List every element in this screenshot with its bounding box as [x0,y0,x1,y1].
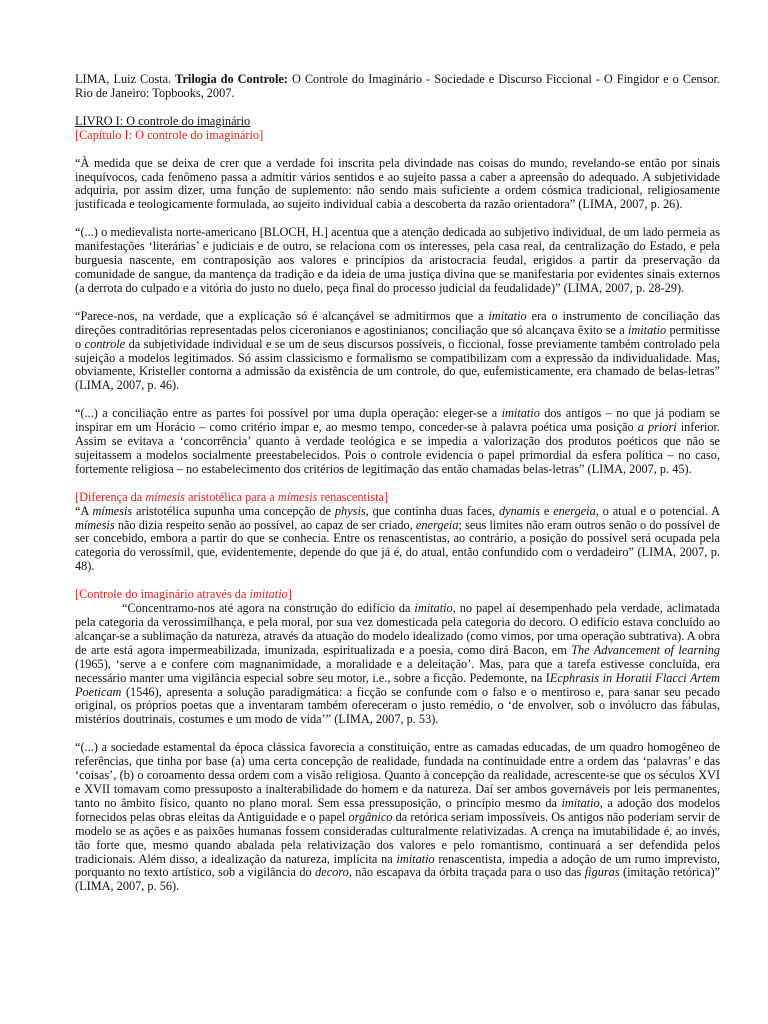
section-heading-mimesis: [Diferença da mímesis aristotélica para a mímesis renascentista] [75,489,389,504]
quote-paragraph: “A mímesis aristotélica supunha uma concepção de physis, que continha duas faces, dynamis e energeia, o atual e o potencial. A mímesis não dizia respeito senão ao possível, ao capaz de ser criado, energeia; seus limites não eram outros senão o do possível de ser concebido, embora a partir do que se conhecia. Entre os renascentistas, ao contrário, a posição do possível será ocupada pela categoria do verossímil, que, evidentemente, depende do que já é, do atual, então confundido com o verdadeiro” (LIMA, 2007, p. 48). [75,503,720,574]
citation [75,73,720,101]
quote-paragraph: “(...) a sociedade estamental da época clássica favorecia a constituição, entre as camadas educadas, de um quadro homogêneo de referências, que tinha por base (a) uma certa concepção de realidade, fundada na continuidade entre a ordem das ‘palavras’ e das ‘coisas’, (b) o coroamento dessa ordem com a visão religiosa. Quanto à concepção da realidade, acrescente-se que os séculos XVI e XVII tomavam como pressuposto a inalterabilidade do homem e da natureza. Daí ser ambos governáveis por leis permanentes, tanto no âmbito físico, quanto no plano moral. Sem essa pressuposição, o princípio mesmo da imitatio, a adoção dos modelos fornecidos pelas obras eleitas da Antiguidade e o papel orgânico da retórica seriam impossíveis. Os antigos não poderiam servir de modelo se as ações e as paixões humanas fossem consideradas culturalmente relativizadas. A crença na imutabilidade é, ao invés, tão forte que, mesmo quando abalada pela relativização dos valores e pelo romantismo, continuará a ser defendida pelos tradicionais. Além disso, a idealização da natureza, implícita na imitatio renascentista, impedia a adoção de um rumo imprevisto, porquanto no texto artístico, sob a vigilância do decoro, não escapava da órbita traçada para o uso das figuras (imitação retórica)” (LIMA, 2007, p. 56). [75,740,721,894]
quote-paragraph: “Concentramo-nos até agora na construção do edifício da imitatio, no papel aí desempenhado pela verdade, aclimatada pela categoria da verossimilhança, e pela moral, por sua vez domesticada pela categoria do decoro. O edifício estava concluído ao alcançar-se a sublimação da natureza, através da atuação do modelo idealizado (como vimos, por uma operação subtrativa). A obra de arte está agora impermeabilizada, imunizada, espiritualizada e a poesia, como dirá Bacon, em The Advancement of learning (1965), ‘serve a e confere com magnanimidade, a moralidade e a deleitação’. Mas, para que a tarefa estivesse concluída, era necessário manter uma vigilância especial sobre seu motor, i.e., sobre a ficção. Pedemonte, na IEcphrasis in Horatii Flacci Artem Poeticam (1546), apresenta a solução paradigmática: a ficção se confunde com o falso e o mentiroso e, para sanar seu pecado original, os próprios poetas que a inventaram também ofereceram o justo remédio, o ‘de envolver, sob o invólucro das fábulas, mistérios doutrinais, costumes e um modo de vida’” (LIMA, 2007, p. 53). [75,601,721,727]
quote-paragraph: “(...) o medievalista norte-americano [BLOCH, H.] acentua que a atenção dedicada ao subjetivo individual, de um lado permeia as manifestações ‘literárias’ e judiciais e de outro, se relaciona com os interesses, pela casa real, da centralização do Estado, e pela burguesia nascente, em contraposição aos valores e princípios da aristocracia feudal, erigidos a partir da preservação da comunidade de sangue, da mantença da tradição e da ideia de uma justiça divina que se manifestaria por evidentes sinais externos (a derrota do culpado e a vitória do justo no duelo, peça final do processo judicial da feudalidade)” (LIMA, 2007, p. 28-29). [75,225,720,295]
quote-paragraph: “À medida que se deixa de crer que a verdade foi inscrita pela divindade nas coisas do mundo, revelando-se então por sinais inequívocos, cada fenômeno passa a admitir vários sentidos e ao sujeito passa a caber a apreensão do adequado. A subjetividade adquiria, por assim dizer, uma função de suplemento: não sendo mais suficiente a ordem cósmica tradicional, religiosamente justificada e teologicamente formulada, ao sujeito individual cabia a descoberta da razão orientadora” (LIMA, 2007, p. 26). [75,155,720,212]
quote-paragraph: “Parece-nos, na verdade, que a explicação só é alcançável se admitirmos que a imitatio era o instrumento de conciliação das direções contraditórias representadas pelos ciceronianos e agostinianos; conciliação que só alcançava êxito se a imitatio permitisse o controle da subjetividade individual e se um de seus discursos possíveis, o ficcional, fosse previamente também controlado pela sujeição a modelos legitimados. Só assim classicismo e formalismo se compatibilizam com a expressão da individualidade. Mas, obviamente, Kristeller contorna a admissão da existência de um controle, do que, eufemisticamente, era chamado de belas-letras” (LIMA, 2007, p. 46). [75,308,721,393]
section-heading-imitatio: [Controle do imaginário através da imitatio] [75,587,292,602]
book-heading: LIVRO I: O controle do imaginário [75,113,251,128]
quote-paragraph: “(...) a conciliação entre as partes foi possível por uma dupla operação: eleger-se a imitatio dos antigos – no que já podiam se inspirar em um Horácio – como critério ímpar e, ao mesmo tempo, conceder-se à palavra poética uma posição a priori inferior. Assim se evitava a ‘concorrência’ quanto à verdade teológica e se impedia a valorização dos produtos poéticos que não se sujeitassem a modelos socialmente preestabelecidos. Pois o controle evidencia o papel primordial da esfera política – no caso, fortemente religiosa – no estabelecimento dos critérios de legitimação das então chamadas belas-letras” (LIMA, 2007, p. 45). [75,406,720,476]
citation-rest: O Controle do Imaginário - Sociedade e Discurso Ficcional - O Fingidor e o Censor. Rio de Janeiro: Topbooks, 2007. [75,72,721,100]
citation-author: LIMA, Luiz Costa. [75,72,172,86]
citation-title: Trilogia do Controle: [175,72,288,86]
chapter-heading: [Capítulo I: O controle do imaginário] [75,127,264,142]
